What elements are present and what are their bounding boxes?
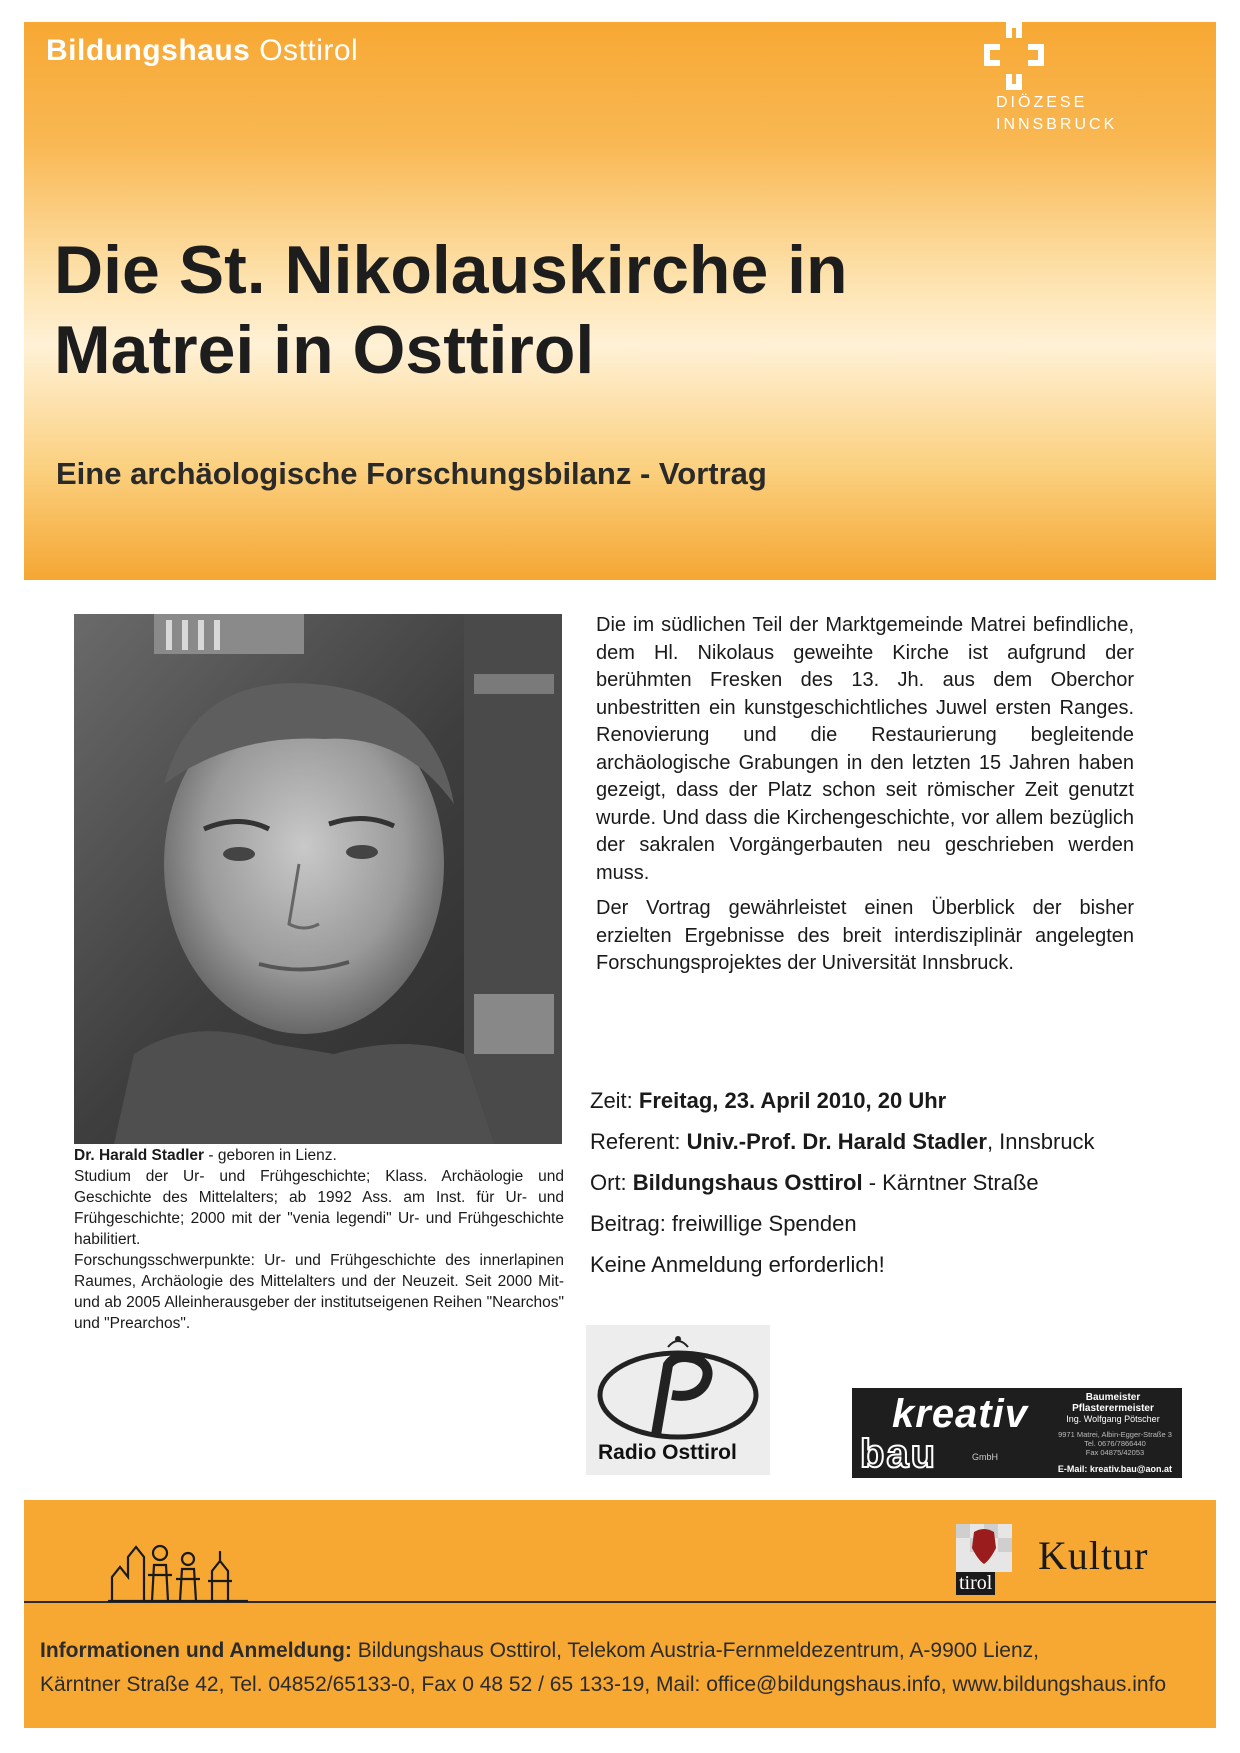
kultur-label: Kultur [1038, 1533, 1149, 1578]
tirol-label: tirol [956, 1572, 995, 1595]
info-line2: Kärntner Straße 42, Tel. 04852/65133-0, Fax 0 48 52 / 65 133-19, Mail: office@bildungshaus.info, www.bildungshaus.info [40, 1673, 1167, 1696]
speaker-label: Referent: [590, 1129, 687, 1154]
info-line1: Bildungshaus Osttirol, Telekom Austria-Fernmeldezentrum, A-9900 Lienz, [351, 1639, 1039, 1662]
detail-location [590, 1162, 1190, 1203]
description-paragraph-2: Der Vortrag gewährleistet einen Überblick der bisher erzielten Ergebnisse des breit interdisziplinär angelegten Forschungsprojektes der Universität Innsbruck. [596, 897, 1134, 974]
description [596, 612, 1134, 986]
time-value: Freitag, 23. April 2010, 20 Uhr [638, 1088, 947, 1113]
detail-time [590, 1080, 1190, 1121]
title-line1: Die St. Nikolauskirche in [54, 232, 848, 308]
brand-light: Osttirol [259, 34, 359, 67]
page-subtitle: Eine archäologische Forschungsbilanz - Vortrag [56, 456, 767, 491]
kreativ-line1: Baumeister [1085, 1392, 1141, 1403]
speaker-bio: Studium der Ur- und Frühgeschichte; Klass. Archäologie und Geschichte des Mittelalters; ab 1992 Ass. am Inst. für Ur- und Frühgeschichte; 2000 mit der "venia legendi" Ur- und Frühgeschichte habilitiert. [74, 1168, 564, 1248]
detail-registration: Keine Anmeldung erforderlich! [590, 1252, 885, 1277]
kreativ-line3: Ing. Wolfgang Pötscher [1066, 1414, 1160, 1424]
description-paragraph-1: Die im südlichen Teil der Marktgemeinde Matrei befindliche, dem Hl. Nikolaus geweihte Kirche ist aufgrund der berühmten Fresken des 13. Jh. aus dem Oberchor unbestritten ein kunstgeschichtliches Juwel ersten Ranges. Renovierung und die Restaurierung begleitende archäologische Grabungen in den letzten 15 Jahren haben gezeigt, dass der Platz schon seit römischer Zeit genutzt wurde. Und dass die Kirchengeschichte, vor allem bezüglich der sakralen Vorgängerbauten neu geschrieben werden muss. [596, 614, 1134, 884]
title-line2: Matrei in Osttirol [54, 312, 595, 388]
speaker-value: Univ.-Prof. Dr. Harald Stadler [686, 1129, 987, 1154]
kreativ-bau-logo [852, 1388, 1182, 1478]
speaker-research: Forschungsschwerpunkte: Ur- und Frühgeschichte des innerlapinen Raumes, Archäologie des Mittelalters und der Neuzeit. Seit 2000 Mit- und ab 2005 Alleinherausgeber der institutseigenen Reihen "Nearchos" und "Prearchos". [74, 1252, 564, 1332]
contact-info [40, 1634, 1210, 1702]
speaker-suffix: , Innsbruck [986, 1129, 1095, 1154]
kreativ-line2: Pflasterermeister [1072, 1403, 1154, 1414]
bau-word: bau [860, 1432, 938, 1476]
event-details [590, 1080, 1190, 1285]
diocese-line1: DIÖZESE [996, 94, 1088, 111]
diocese-label [996, 92, 1117, 136]
location-suffix: - Kärntner Straße [862, 1170, 1039, 1195]
kreativ-addr3: Fax 04875/42053 [1085, 1448, 1145, 1457]
time-label: Zeit: [590, 1088, 639, 1113]
brand-bold: Bildungshaus [46, 34, 251, 67]
location-label: Ort: [590, 1170, 633, 1195]
detail-fee: Beitrag: freiwillige Spenden [590, 1211, 857, 1236]
bildungshaus-figures-icon [108, 1537, 248, 1603]
kreativ-address [1052, 1430, 1178, 1457]
kreativ-addr2: Tel. 0676/7866440 [1084, 1439, 1146, 1448]
page-title [54, 230, 1154, 390]
speaker-photo [74, 614, 562, 1144]
detail-speaker [590, 1121, 1190, 1162]
speaker-caption [74, 1145, 564, 1334]
kreativ-addr1: 9971 Matrei, Albin-Egger-Straße 3 [1058, 1430, 1172, 1439]
brand-name [46, 34, 358, 68]
radio-osttirol-logo [586, 1325, 770, 1475]
kreativ-titles [1048, 1392, 1178, 1425]
speaker-name: Dr. Harald Stadler [74, 1147, 205, 1164]
diocese-line2: INNSBRUCK [996, 116, 1118, 133]
diocese-cross-icon [978, 20, 1050, 92]
kreativ-word: kreativ [892, 1392, 1028, 1436]
radio-logo-text: Radio Osttirol [598, 1441, 737, 1464]
location-value: Bildungshaus Osttirol [632, 1170, 863, 1195]
info-label: Informationen und Anmeldung: [40, 1639, 352, 1662]
gmbh-word: GmbH [972, 1452, 999, 1462]
kreativ-mail: E-Mail: kreativ.bau@aon.at [1057, 1464, 1173, 1474]
portrait-image [74, 614, 562, 1144]
speaker-born: - geboren in Lienz. [204, 1147, 337, 1164]
